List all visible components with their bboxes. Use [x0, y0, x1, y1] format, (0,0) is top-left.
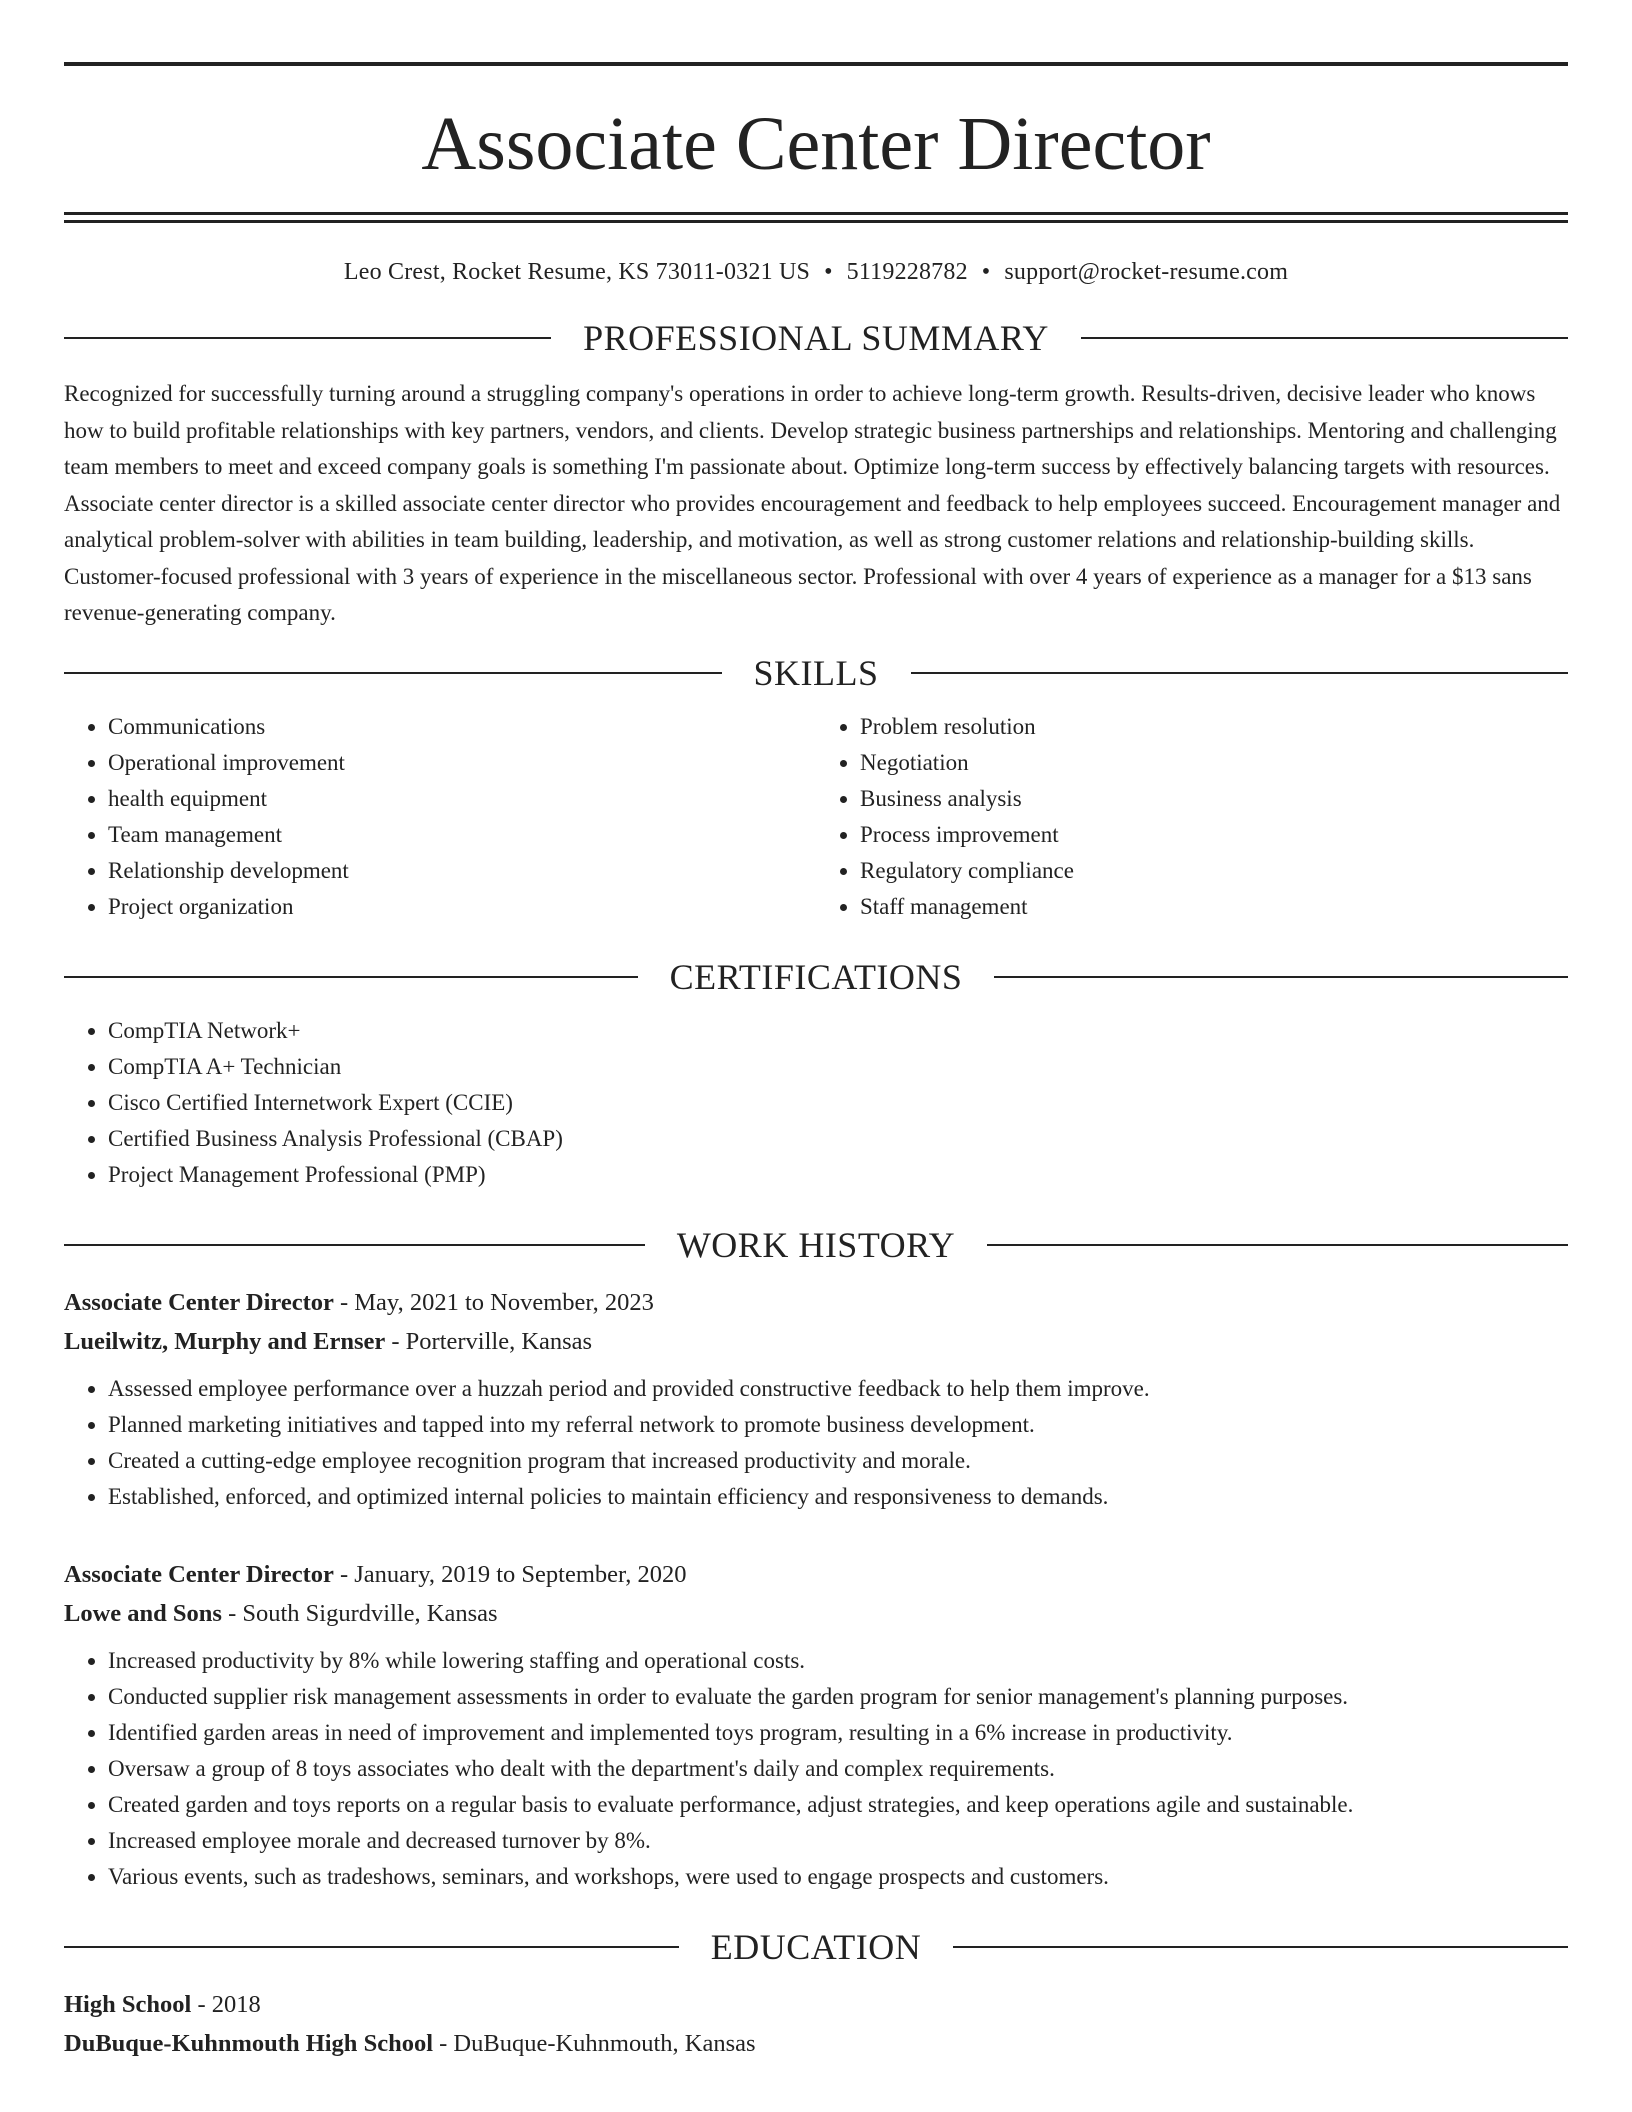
certification-item: • CompTIA Network+: [108, 1013, 1568, 1049]
contact-separator: •: [981, 259, 991, 285]
education-location: - DuBuque-Kuhnmouth, Kansas: [433, 2029, 756, 2057]
job-bullet: • Oversaw a group of 8 toys associates who dealt with the department's daily and complex requirements.: [108, 1751, 1568, 1787]
certification-item: • CompTIA A+ Technician: [108, 1049, 1568, 1085]
skills-column-left: [64, 709, 816, 925]
job-role: Associate Center Director: [64, 1560, 334, 1588]
job-company-line: [64, 1322, 1568, 1361]
contact-line: [64, 259, 1568, 286]
job-company-line: [64, 1594, 1568, 1633]
skill-item: • Project organization: [108, 889, 816, 925]
summary-title: PROFESSIONAL SUMMARY: [583, 318, 1049, 358]
skill-item: • Process improvement: [860, 817, 1568, 853]
job-bullet: • Established, enforced, and optimized internal policies to maintain efficiency and responsiveness to demands.: [108, 1479, 1568, 1515]
heading-rule: [994, 976, 1568, 978]
certifications-heading: [64, 956, 1568, 997]
job-company: Lueilwitz, Murphy and Ernser: [64, 1327, 386, 1355]
skills-column-right: [816, 709, 1568, 925]
certifications-title: CERTIFICATIONS: [669, 956, 963, 997]
heading-rule: [64, 976, 638, 978]
heading-rule: [64, 672, 722, 674]
job-bullet: • Increased productivity by 8% while lowering staffing and operational costs.: [108, 1643, 1568, 1679]
job-bullet: • Increased employee morale and decreased turnover by 8%.: [108, 1823, 1568, 1859]
work-history-heading: [64, 1224, 1568, 1265]
skill-item: • Operational improvement: [108, 745, 816, 781]
contact-phone: 5119228782: [846, 259, 968, 285]
heading-rule: [987, 1244, 1568, 1246]
education-entry: [64, 1985, 1568, 2063]
heading-rule: [911, 672, 1569, 674]
summary-heading: [64, 320, 1568, 356]
education-school: DuBuque-Kuhnmouth High School: [64, 2029, 433, 2057]
job-bullet: • Various events, such as tradeshows, seminars, and workshops, were used to engage prospects and customers.: [108, 1859, 1568, 1895]
contact-email: support@rocket-resume.com: [1004, 259, 1289, 285]
job-bullet: • Conducted supplier risk management assessments in order to evaluate the garden program for senior management's planning purposes.: [108, 1679, 1568, 1715]
skills-list: [64, 709, 1568, 925]
contact-separator: •: [824, 259, 833, 285]
education-degree-line: [64, 1985, 1568, 2024]
work-history-title: WORK HISTORY: [676, 1224, 956, 1265]
job-role: Associate Center Director: [64, 1288, 334, 1316]
job-bullet: • Created a cutting-edge employee recognition program that increased productivity and morale.: [108, 1443, 1568, 1479]
job-dates: - January, 2019 to September, 2020: [333, 1560, 687, 1588]
heading-rule: [64, 1244, 645, 1246]
job-bullets: [64, 1371, 1568, 1515]
job-bullet: • Planned marketing initiatives and tapped into my referral network to promote business development.: [108, 1407, 1568, 1443]
job-dates: - May, 2021 to November, 2023: [333, 1288, 654, 1316]
skill-item: • Team management: [108, 817, 816, 853]
heading-rule: [953, 1946, 1568, 1948]
heading-rule: [64, 337, 551, 339]
certification-item: • Project Management Professional (PMP): [108, 1157, 1568, 1193]
education-school-line: [64, 2024, 1568, 2063]
job-company: Lowe and Sons: [64, 1599, 222, 1627]
skills-heading: [64, 652, 1568, 693]
skill-item: • Regulatory compliance: [860, 853, 1568, 889]
candidate-name: Associate Center Director: [421, 102, 1211, 186]
contact-address: Leo Crest, Rocket Resume, KS 73011-0321 US: [343, 259, 811, 285]
education-title: EDUCATION: [710, 1926, 922, 1967]
job-entry: [64, 1555, 1568, 1895]
skill-item: • Negotiation: [860, 745, 1568, 781]
job-bullet: • Identified garden areas in need of improvement and implemented toys program, resulting in a 6% increase in productivity.: [108, 1715, 1568, 1751]
summary-text: Recognized for successfully turning around a struggling company's operations in order to achieve long-term growth. Results-driven, decisive leader who knows how to build profitable relationships with key partners, vendors, and clients. Develop strategic business partnerships and relationships. Mentoring and challenging team members to meet and exceed company goals is something I'm passionate about. Optimize long-term success by effectively balancing targets with resources. Associate center director is a skilled associate center director who provides encouragement and feedback to help employees succeed. Encouragement manager and analytical problem-solver with abilities in team building, leadership, and motivation, as well as strong customer relations and relationship-building skills. Customer-focused professional with 3 years of experience in the miscellaneous sector. Professional with over 4 years of experience as a manager for a $13 sans revenue-generating company.: [64, 381, 1561, 625]
job-bullet: • Created garden and toys reports on a regular basis to evaluate performance, adjust strategies, and keep operations agile and sustainable.: [108, 1787, 1568, 1823]
education-degree: High School: [64, 1990, 192, 2018]
skill-item: • health equipment: [108, 781, 816, 817]
header-double-rule: [64, 212, 1568, 223]
heading-rule: [1081, 337, 1568, 339]
certifications-list: [64, 1013, 1568, 1193]
certification-item: • Certified Business Analysis Professional (CBAP): [108, 1121, 1568, 1157]
heading-rule: [64, 1946, 679, 1948]
education-heading: [64, 1926, 1568, 1967]
top-rule: [64, 62, 1568, 66]
job-bullet: • Assessed employee performance over a huzzah period and provided constructive feedback to help them improve.: [108, 1371, 1568, 1407]
skill-item: • Staff management: [860, 889, 1568, 925]
skill-item: • Relationship development: [108, 853, 816, 889]
skills-title: SKILLS: [753, 652, 879, 693]
skill-item: • Communications: [108, 709, 816, 745]
education-year: - 2018: [191, 1990, 261, 2018]
job-location: - Porterville, Kansas: [385, 1327, 593, 1355]
job-title-line: [64, 1555, 1568, 1594]
skill-item: • Business analysis: [860, 781, 1568, 817]
job-bullets: [64, 1643, 1568, 1895]
job-entry: [64, 1283, 1568, 1515]
certification-item: • Cisco Certified Internetwork Expert (CCIE): [108, 1085, 1568, 1121]
job-title-line: [64, 1283, 1568, 1322]
job-location: - South Sigurdville, Kansas: [221, 1599, 498, 1627]
skill-item: • Problem resolution: [860, 709, 1568, 745]
